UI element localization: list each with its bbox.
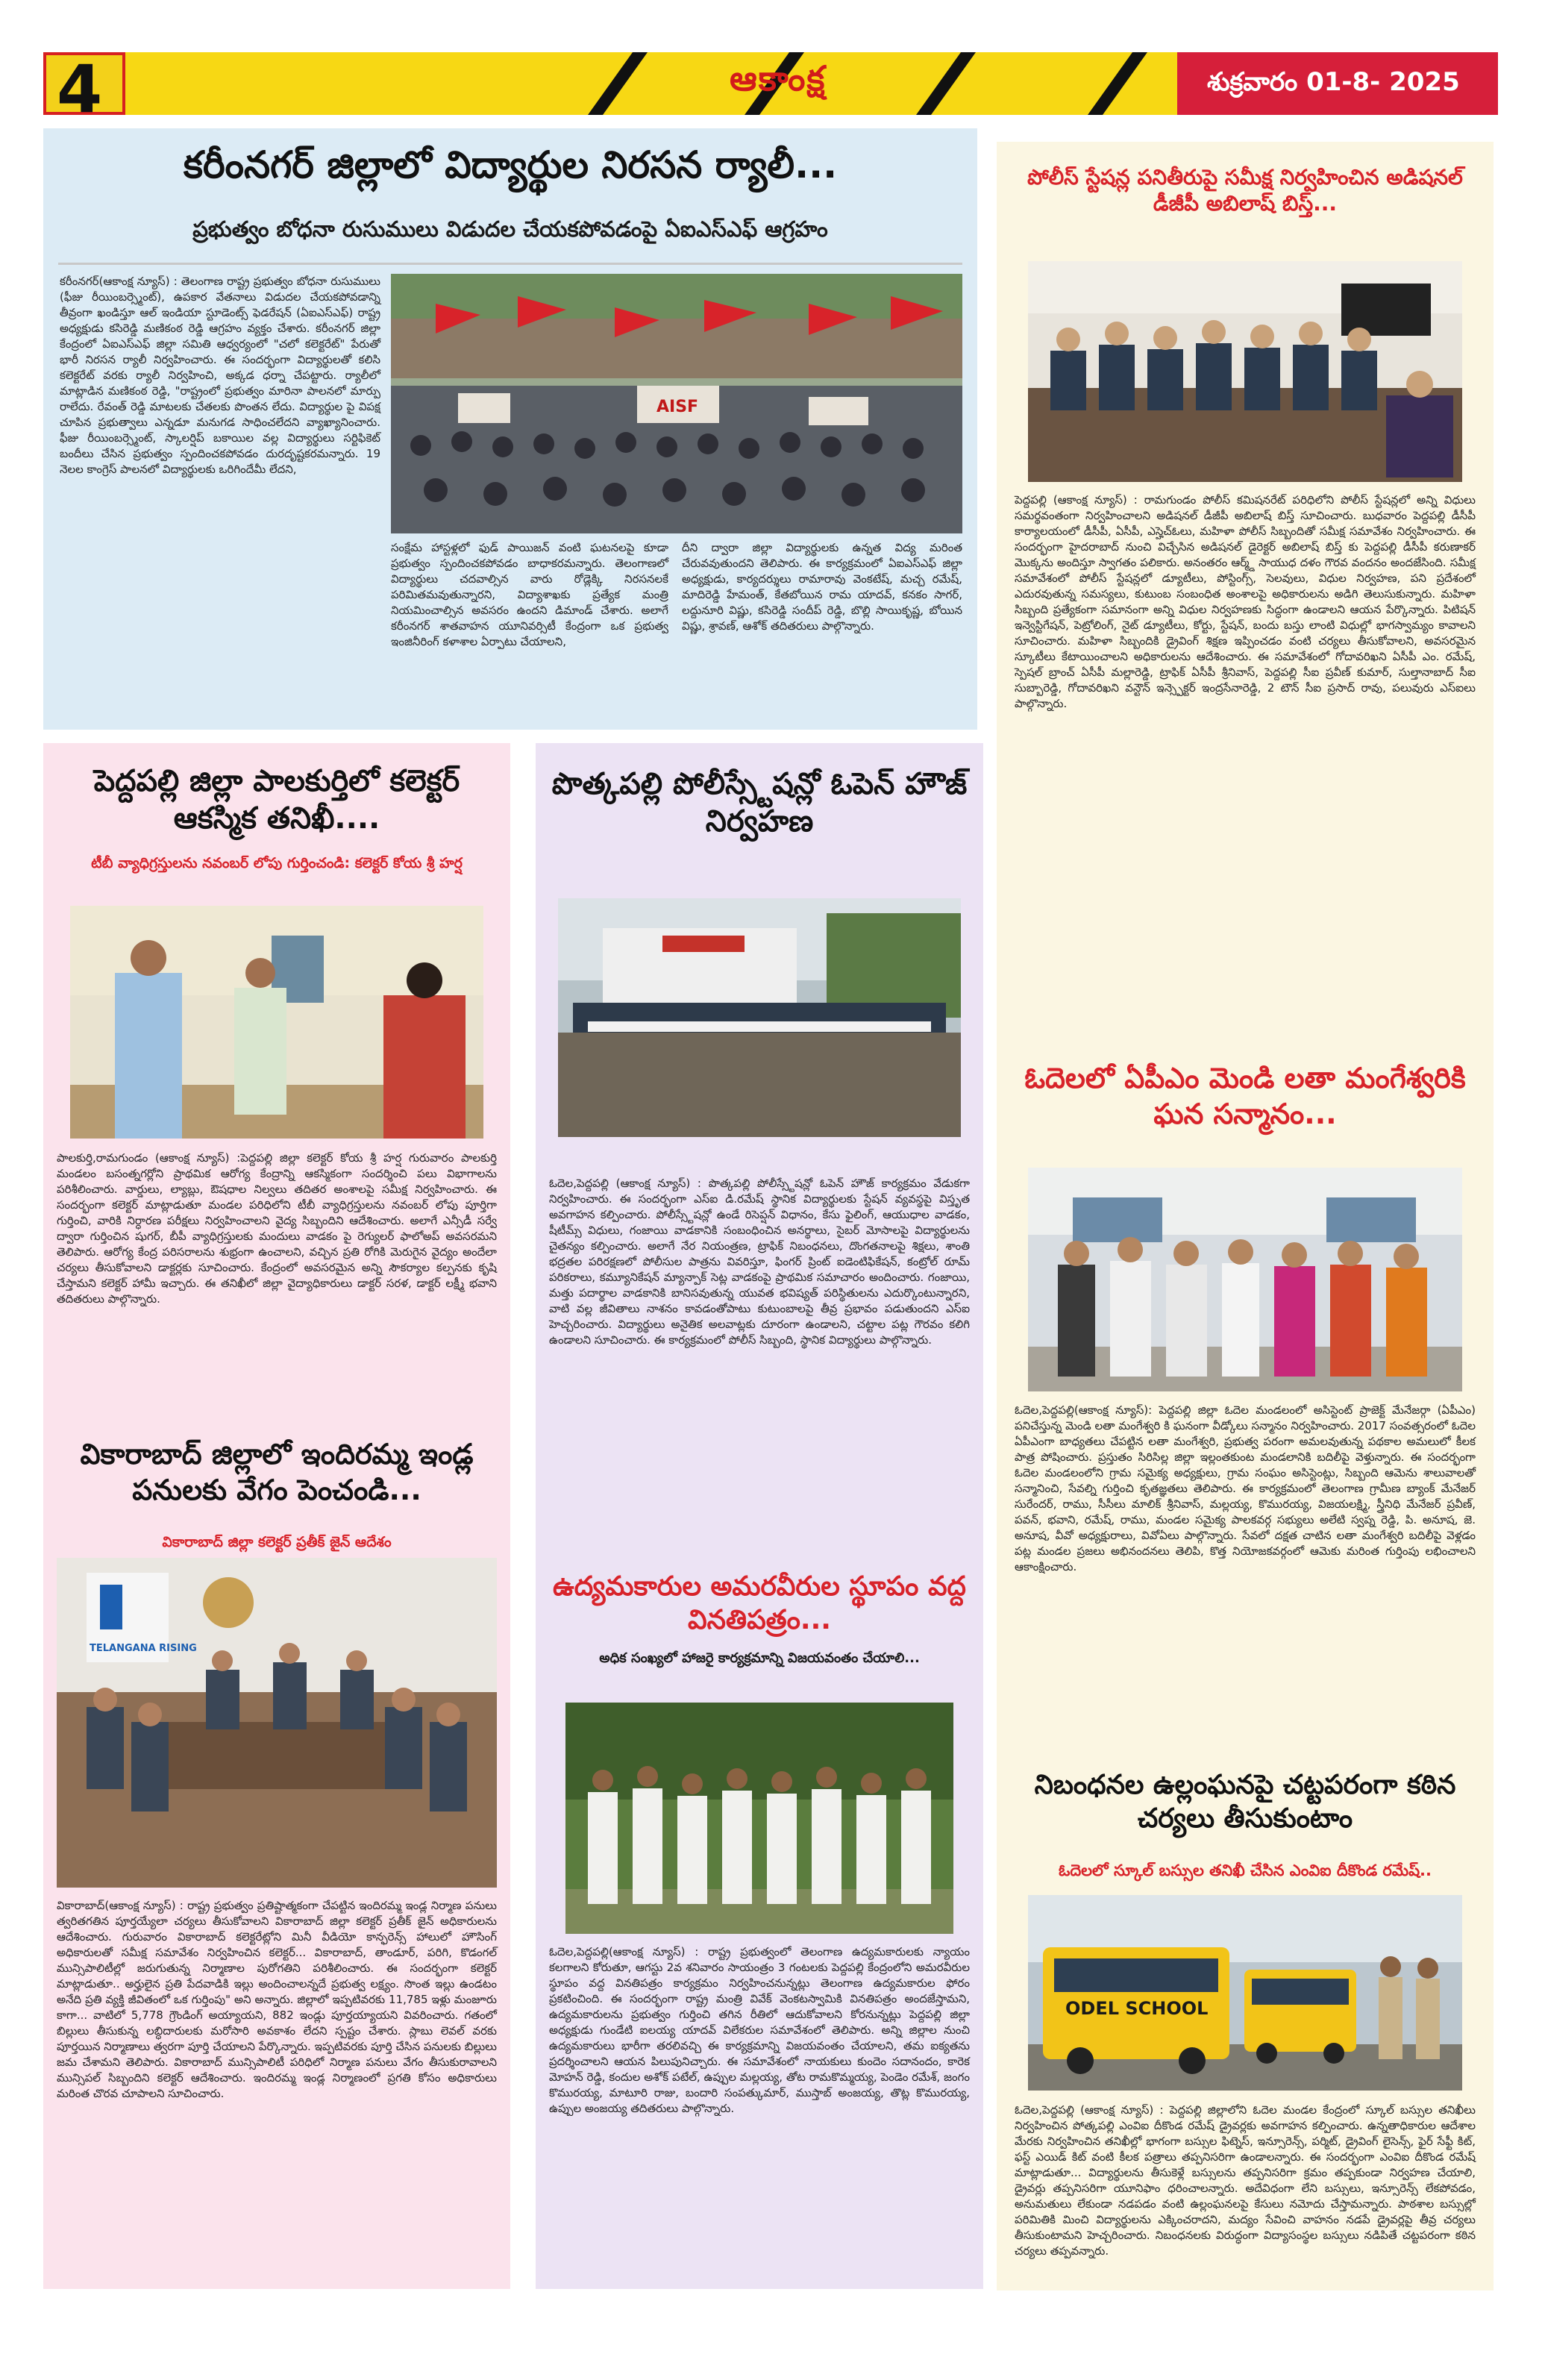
protest-rally-photo [391,274,962,533]
story-palakurthi-headline: పెద్దపల్లి జిల్లా పాలకుర్తిలో కలెక్టర్ ఆకస్మిక తనిఖీ.... [93,764,460,836]
story-karimnagar-col2: సంక్షేమ హాస్టళ్లలో ఫుడ్ పాయిజన్ వంటి ఘటనలపై కూడా ప్రభుత్వం స్పందించకపోవడం బాధాకరమన్నారు. తెలంగాణలో విద్యార్థులు చదవాల్సిన వారు రోడ్లెక్కి నిరసనలకే పరిమితమవుతున్నారని, విద్యాశాఖకు ప్రత్యేక మంత్రి నియమించాల్సిన అవసరం ఉందని డిమాండ్ చేశారు. అలాగే కరీంనగర్ శాతవాహన యూనివర్సిటీ కేంద్రంగా ఒక ప్రభుత్వ ఇంజినీరింగ్ కళాశాల ఏర్పాటు చేయాలని, [391,541,672,648]
police-meeting-photo [1028,261,1462,482]
vikarabad-meeting-photo [57,1558,497,1888]
story-odela-body: ఓదెల,పెద్దపల్లి(ఆకాంక్ష న్యూస్): పెద్దపల్లి జిల్లా ఓదెల మండలంలో అసిస్టెంట్ ప్రాజెక్ట్ మేనేజర్గా (ఏపీఎం) పనిచేస్తున్న మెండి లతా మంగేశ్వరి కి ఘనంగా వీడ్కోలు సన్మానం నిర్వహించారు. 2017 సంవత్సరంలో ఓదెల ఏపీఎంగా బాధ్యతలు చేపట్టిన లతా మంగేశ్వరి, ప్రభుత్వ పరంగా అమలవుతున్న పథకాల అమలులో కీలక పాత్ర పోషించారు. ప్రస్తుతం సిరిసిల్ల జిల్లా ఇల్లంతకుంట మండలానికి బదిలీపై వెళ్తున్నారు. ఈ సందర్భంగా ఓదెల మండలంలోని గ్రామ సమైక్య అధ్యక్షులు, గ్రామ సంఘం అసిస్టెంట్లు, సిబ్బంది ఆమెను శాలువాలతో సన్మానించి, సేవల్ని గుర్తించి కృతజ్ఞతలు తెలిపారు. ఈ కార్యక్రమంలో తెలంగాణ గ్రామీణ బ్యాంక్ మేనేజర్ సురేందర్, రాము, సీసీలు మాలిక్ శ్రీనివాస్, మల్లయ్య, కొమురయ్య, విజయలక్ష్మి, స్త్రీనిధి మేనేజర్ ప్రవీణ్, పవన్, భవాని, రమేష్, రాము, మండల సమైక్య పాలకవర్గ సభ్యులు అలేటి స్వప్న రెడ్డి, పి. అనూష, జె. అనూష, వీవో అధ్యక్షురాలు, వివోఏలు పాల్గొన్నారు. సేవలో దక్షత చాటిన లతా మంగేశ్వరి బదిలీపై వెళ్లడం పట్ల మండల ప్రజలు అభినందనలు తెలిపి, కొత్త నియోజకవర్గంలో ఆమెకు మరింత గుర్తింపు లభించాలని ఆకాంక్షించారు. [1015,1403,1479,1573]
felicitation-photo [1028,1168,1462,1391]
story-vikarabad-body: వికారాబాద్(ఆకాంక్ష న్యూస్) : రాష్ట్ర ప్రభుత్వం ప్రతిష్టాత్మకంగా చేపట్టిన ఇందిరమ్మ ఇండ్ల నిర్మాణ పనులు త్వరితగతిన పూర్తయ్యేలా చర్యలు తీసుకోవాలని వికారాబాద్ జిల్లా కలెక్టర్ ప్రతీక్ జైన్ అధికారులను ఆదేశించారు. గురువారం వికారాబాద్ కలెక్టరేట్లోని మినీ వీడియో కాన్ఫరెన్స్ హాలులో హౌసింగ్ అధికారులతో సమీక్ష సమావేశం నిర్వహించిన కలెక్టర్... వికారాబాద్, తాండూర్, పరిగి, కొడంగల్ మున్సిపాలిటీల్లో జరుగుతున్న నిర్మాణాల పురోగతిని పరిశీలించారు. ఈ సందర్భంగా కలెక్టర్ మాట్లాడుతూ.. అర్హులైన ప్రతి పేదవాడికి ఇల్లు అందించాలన్నదే ప్రభుత్వ లక్ష్యం. సొంత ఇల్లు ఉండటం అనేది ప్రతి వ్యక్తి జీవితంలో ఒక గుర్తింపు" అని అన్నారు. జిల్లాలో ఇప్పటివరకు 11,785 ఇళ్లు మంజూరు కాగా... వాటిలో 5,778 గ్రౌండింగ్ అయ్యాయని, 882 ఇండ్లు పూర్తయ్యాయని వివరించారు. గతంలో బిల్లులు తీసుకున్న లబ్ధిదారులకు మరోసారి అవకాశం లేదని స్పష్టం చేశారు. స్లాబు లెవల్ వరకు పూర్తయిన నిర్మాణాలు త్వరగా పూర్తి చేయాలని పేర్కొన్నారు. ఇప్పటివరకు పూర్తి చేసిన పనులకు బిల్లులు జమ చేశామని తెలిపారు. వికారాబాద్ మున్సిపాలిటీ పరిధిలో నిర్మాణ పనులు వేగం తీసుకురావాలని మున్సిపల్ సిబ్బందిని కలెక్టర్ ఆదేశించారు. ఇందిరమ్మ ఇండ్ల నిర్మాణంలో ప్రగతి కోసం అధికారులు మరింత చొరవ చూపాలని సూచించారు. [57,1899,501,2100]
story-school-bus-body: ఓదెల,పెద్దపల్లి (ఆకాంక్ష న్యూస్) : పెద్దపల్లి జిల్లాలోని ఓదెల మండల కేంద్రంలో స్కూల్ బస్సుల తనిఖీలు నిర్వహించిన పోత్కపల్లి ఎంవిఐ దీకొండ రమేష్ డ్రైవర్లకు అవగాహన కల్పించారు. ఉన్నతాధికారుల ఆదేశాల మేరకు నిర్వహించిన తనిఖీల్లో భాగంగా బస్సుల ఫిట్నెస్, ఇన్సూరెన్స్, పర్మిట్, డ్రైవింగ్ లైసెన్స్, ఫైర్ సేఫ్టీ కిట్, ఫస్ట్ ఎయిడ్ కిట్ వంటి కీలక పత్రాలు తప్పనిసరిగా ఉండాలన్నారు. ఈ సందర్భంగా ఎంవిఐ దీకొండ రమేష్ మాట్లాడుతూ... విద్యార్థులను తీసుకెళ్లే బస్సులను తప్పనిసరిగా క్రమం తప్పకుండా నిర్వహణ చేయాలి, డ్రైవర్లు తప్పనిసరిగా యూనిఫాం ధరించాలన్నారు. అదేవిధంగా లేని బస్సులు, ఇన్సూరెన్స్ లేకపోవడం, అనుమతులు లేకుండా నడపడం వంటి ఉల్లంఘనలపై కేసులు నమోదు చేస్తామన్నారు. పాఠశాల బస్సుల్లో పరిమితికి మించి విద్యార్థులను ఎక్కించరాదని, మద్యం సేవించి వాహనం నడపే డ్రైవర్లపై తీవ్ర చర్యలు తీసుకుంటామని హెచ్చరించారు. నిబంధనలకు విరుద్ధంగా విద్యాసంస్థల బస్సులు నడిపితే చట్టపరంగా కఠిన చర్యలు తప్పవన్నారు. [1015,2103,1479,2258]
story-karimnagar-subhead: ప్రభుత్వం బోధనా రుసుములు విడుదల చేయకపోవడంపై ఏఐఎస్ఎఫ్ ఆగ్రహం [192,216,828,242]
story-vikarabad-headline: వికారాబాద్ జిల్లాలో ఇందిరమ్మ ఇండ్ల పనులకు వేగం పెంచండి... [80,1438,474,1506]
bus-name-text: ODEL SCHOOL [1065,1998,1209,2019]
school-bus-photo [1028,1895,1462,2091]
story-martyrs-body: ఓదెల,పెద్దపల్లి(ఆకాంక్ష న్యూస్) : రాష్ట్ర ప్రభుత్వంలో తెలంగాణ ఉద్యమకారులకు న్యాయం కలగాలని కోరుతూ, ఆగస్టు 2వ శనివారం సాయంత్రం 3 గంటలకు పెద్దపల్లి కేంద్రంలోని అమరవీరుల స్థూపం వద్ద వినతిపత్రం కార్యక్రమం నిర్వహించనున్నట్లు తెలంగాణ ఉద్యమకారుల ఫోరం ప్రకటించింది. ఈ సందర్భంగా రాష్ట్ర మంత్రి వివేక్ వెంకటస్వామికి వినతిపత్రం అందజేస్తామని, ఉద్యమకారులను ప్రభుత్వం గుర్తించి తగిన రీతిలో ఆదుకోవాలని కోరనున్నట్లు పెద్దపల్లి జిల్లా అధ్యక్షుడు గుండేటి ఐలయ్య యాదవ్ విలేకరుల సమావేశంలో తెలిపారు. అన్ని జిల్లాల నుంచి ఉద్యమకారులు భారీగా తరలివచ్చి ఈ కార్యక్రమాన్ని విజయవంతం చేయాలని, తమ ఐక్యతను ప్రదర్శించాలని ఆయన పిలుపునిచ్చారు. ఈ సమావేశంలో నాయకులు కుందెం సదానందం, కారెక మోహన్ రెడ్డి, కందుల అశోక్ పటేల్, ఉప్పుల మల్లయ్య, తోట రామకొమ్మయ్య, పెండెం రమేశ్, జంగం కొమురయ్య, మాటూరి రాజు, బందారి సంపత్కుమార్, ముస్తాబ్ అంజయ్య, తొట్ల కొమురయ్య, ఉప్పుల అంజయ్య తదితరులు పాల్గొన్నారు. [549,1945,974,2115]
date-box [1155,52,1498,115]
page-number-box [43,51,125,128]
paper-name-logo: ఆకాంక్ష [730,58,827,98]
story-pothkapalli-body: ఓదెల,పెద్దపల్లి (ఆకాంక్ష న్యూస్) : పొత్కపల్లి పోలీస్స్టేషన్లో ఓపెన్ హౌజ్ కార్యక్రమం వేడుకగా నిర్వహించారు. ఈ సందర్భంగా ఎస్ఐ డి.రమేష్ స్థానిక విద్యార్థులకు స్టేషన్ వ్యవస్థపై విస్తృత అవగాహన కల్పించారు. పోలీస్స్టేషన్లో ఉండే రిసెప్షన్ విధానం, కేసు ఫైలింగ్, ఆయుధాల వాడకం, షీటీమ్స్ విధులు, గంజాయి వాడకానికి సంబంధించిన అనర్థాలు, సైబర్ మోసాలపై విద్యార్థులను చైతన్యం కల్పించారు. అలాగే నేర నియంత్రణ, ట్రాఫిక్ నిబంధనలు, దొంగతనాలపై శిక్షలు, శాంతి భద్రతల పరిరక్షణలో పోలీసుల పాత్రను వివరిస్తూ, ఫింగర్ ప్రింట్ ఐడెంటిఫికేషన్, కంట్రోల్ రూమ్ పరికరాలు, కమ్యూనికేషన్ మ్యాన్పాక్ సెట్ల వాడకంపై ప్రాథమిక సమాచారం అందించారు. గంజాయి, మత్తు పదార్థాల వాడకానికి బానిసవుతున్న యువత భవిష్యత్ పరిస్థితులను ఎదుర్కొంటున్నారని, వాటి వల్ల జీవితాలు నాశనం కావడంతోపాటు కుటుంబాలపై తీవ్ర ప్రభావం పడుతుందని ఎస్ఐ హెచ్చరించారు. విద్యార్థులు అనైతిక అలవాట్లకు దూరంగా ఉండాలని, చట్టాల పట్ల గౌరవం కలిగి ఉండాలని సూచించారు. ఈ కార్యక్రమంలో పోలీస్ సిబ్బంది, స్థానిక విద్యార్థులు పాల్గొన్నారు. [549,1177,974,1347]
story-karimnagar-headline: కరీంనగర్ జిల్లాలో విద్యార్థుల నిరసన ర్యాలీ... [183,143,838,187]
story-vikarabad-subhead: వికారాబాద్ జిల్లా కలెక్టర్ ప్రతీక్ జైన్ ఆదేశం [162,1534,392,1550]
right-column [997,142,1494,2290]
page-number: 4 [57,51,103,128]
left-column [43,743,510,2289]
story-karimnagar [43,128,977,730]
martyrs-memorial-photo [565,1703,953,1934]
story-palakurthi-body: పాలకుర్తి,రామగుండం (ఆకాంక్ష న్యూస్) :పెద్దపల్లి జిల్లా కలెక్టర్ కోయ శ్రీ హర్ష గురువారం పాలకుర్తి మండలం బసంత్నగర్లోని ప్రాథమిక ఆరోగ్య కేంద్రాన్ని ఆకస్మికంగా సందర్శించి పలు విభాగాలను పరిశీలించారు. వార్డులు, ల్యాబ్లు, ఔషధాల నిల్వలు తదితర అంశాలపై సమీక్ష నిర్వహించారు. ఈ సందర్భంగా కలెక్టర్ మాట్లాడుతూ మండల పరిధిలోని టీబీ వ్యాధిగ్రస్తులను నవంబర్ లోపు పూర్తిగా గుర్తించి, వారికి నిర్ధారణ పరీక్షలు నిర్వహించాలని వైద్య సిబ్బందిని ఆదేశించారు. అలాగే ఎన్సీడీ సర్వే ద్వారా గుర్తించిన షుగర్, బీపీ వ్యాధిగ్రస్తులకు మందులు వాడకం పై రెగ్యులర్ ఫాలోఅప్ అవసరమని తెలిపారు. ఆరోగ్య కేంద్ర పరిసరాలను శుభ్రంగా ఉంచాలని, వచ్చిన ప్రతి రోగికి మెరుగైన వైద్యం అందేలా చర్యలు తీసుకోవాలని డాక్టర్లకు సూచించారు. కేంద్రంలో అవసరమైన అన్ని సౌకర్యాల కల్పనకు కృషి చేస్తామని కలెక్టర్ హామీ ఇచ్చారు. ఈ తనిఖీలో జిల్లా వైద్యాధికారులు డాక్టర్ సరళ, డాక్టర్ లక్ష్మీ భవాని తదితరులు పాల్గొన్నారు. [57,1151,501,1306]
story-police-review-body: పెద్దపల్లి (ఆకాంక్ష న్యూస్) : రామగుండం పోలీస్ కమిషనరేట్ పరిధిలోని పోలీస్ స్టేషన్లలో అన్ని విధులు సమర్థవంతంగా నిర్వహించాలని అడిషనల్ డీజీపీ అబిలాష్ బిస్త్ సూచించారు. బుధవారం పెద్దపల్లి డీసీపీ కార్యాలయంలో డీసీపీ, ఏసీపీ, ఎస్హెచ్ఓలు, మహిళా పోలీస్ సిబ్బందితో సమీక్ష సమావేశం నిర్వహించారు. ఈ సందర్భంగా హైదరాబాద్ నుంచి విచ్చేసిన అడిషనల్ డైరెక్టర్ అబిలాష్ బిస్త్ కు పెద్దపల్లి డీసీపీ కరుణాకర్ మొక్కను అందిస్తూ స్వాగతం పలికారు. అనంతరం ఆర్మ్డ్ సాయుధ దళం గౌరవ వందనం అందజేసింది. సమీక్ష సమావేశంలో పోలీస్ స్టేషన్లలో డ్యూటీలు, పోస్టింగ్స్, సెలవులు, విధుల నిర్వహణ, పని ప్రదేశంలో ఎదురవుతున్న సమస్యలు, కుటుంబ సంబంధిత అంశాలపై అధికారులను అడిగి తెలుసుకున్నారు. మహిళా సిబ్బంది ప్రత్యేకంగా సమానంగా అన్ని విధుల నిర్వహణకు సిద్ధంగా ఉండాలని ఆయన పేర్కొన్నారు. పిటిషన్ ఇన్వెస్టిగేషన్, పెట్రోలింగ్, నైట్ డ్యూటీలు, కోర్టు, స్టేషన్, బందు బస్తు లాంటి విధుల్లో భాగస్వామ్యం కావాలని సూచించారు. మహిళా సిబ్బందికి డ్రైవింగ్ శిక్షణ ఇప్పించడం వంటి చర్యలు తీసుకోవాలని, అవసరమైన స్కూటీలు కేటాయించాలని అధికారులను ఆదేశించారు. ఈ సమావేశంలో గోదావరిఖని ఏసీపీ ఎం. రమేష్, స్పెషల్ బ్రాంచ్ ఏసీపీ మల్లారెడ్డి, ట్రాఫిక్ ఏసీపీ శ్రీనివాస్, పెద్దపల్లి సీఐ ప్రవీణ్ కుమార్, సుల్తానాబాద్ సీఐ సుబ్బారెడ్డి, గోదావరిఖని వన్టౌన్ ఇన్స్పెక్టర్ ఇంద్రసేనారెడ్డి, 2 టౌన్ సీఐ ప్రసాద్ రావు, పలువురు ఎస్ఐలు పాల్గొన్నారు. [1015,493,1479,710]
protest-banner-text: AISF [656,398,699,416]
divider [58,263,962,265]
story-palakurthi-subhead: టీబీ వ్యాధిగ్రస్తులను నవంబర్ లోపు గుర్తించండి: కలెక్టర్ కోయ శ్రీ హర్ష [91,855,463,871]
open-house-photo [558,898,961,1137]
story-pothkapalli-headline: పొత్కపల్లి పోలీస్స్టేషన్లో ఓపెన్ హౌజ్ నిర్వహణ [551,767,968,839]
story-school-bus-subhead: ఓదెలలో స్కూల్ బస్సుల తనిఖీ చేసిన ఎంవిఐ దీకొండ రమేష్.. [1058,1861,1432,1879]
story-police-review-headline: పోలీస్ స్టేషన్ల పనితీరుపై సమీక్ష నిర్వహించిన అడిషనల్ డీజీపీ అబిలాష్ బిస్త్... [1027,165,1463,216]
story-martyrs-headline: ఉద్యమకారుల అమరవీరుల స్థూపం వద్ద వినతిపత్రం... [553,1571,966,1635]
story-karimnagar-col1: కరీంనగర్(ఆకాంక్ష న్యూస్) : తెలంగాణ రాష్ట్ర ప్రభుత్వం బోధనా రుసుములు (ఫీజు రీయింబర్స్మెంట్), ఉపకార వేతనాలు విడుదల చేయకపోవడాన్ని తీవ్రంగా ఖండిస్తూ ఆల్ ఇండియా స్టూడెంట్స్ ఫెడరేషన్ (ఏఐఎస్ఎఫ్) రాష్ట్ర అధ్యక్షుడు కసిరెడ్డి మణికంఠ రెడ్డి ఆగ్రహం వ్యక్తం చేశారు. కరీంనగర్ జిల్లా కేంద్రంలో ఏఐఎస్ఎఫ్ జిల్లా సమితి ఆధ్వర్యంలో "చలో కలెక్టరేట్" పేరుతో భారీ నిరసన ర్యాలీ నిర్వహించారు. ఈ సందర్భంగా విద్యార్థులతో కలిసి కలెక్టరేట్ వరకు ర్యాలీ నిర్వహించి, అక్కడ ధర్నా చేపట్టారు. ర్యాలీలో మాట్లాడిన మణికంఠ రెడ్డి, "రాష్ట్రంలో ప్రభుత్వం మారినా పాలనలో మార్పు రాలేదు. రేవంత్ రెడ్డి మాటలకు చేతలకు పొంతన లేదు. విద్యార్థుల పై విపక్ష చూపిన ప్రభుత్వాలు ఎన్నడూ మనుగడ సాధించలేదని వ్యాఖ్యానించారు. ఫీజు రీయింబర్స్మెంట్, స్కాలర్షిప్ బకాయిల వల్ల విద్యార్థులు సర్టిఫికెట్ బందీలు చేసిన ప్రభుత్వం స్పందించకపోవడం దురదృష్టకరమన్నారు. 19 నెలల కాంగ్రెస్ పాలనలో విద్యార్థులకు ఒరిగిందేమీ లేదని, [60,275,384,476]
banner-text: TELANGANA RISING [90,1643,197,1654]
story-karimnagar-col3: దీని ద్వారా జిల్లా విద్యార్థులకు ఉన్నత విద్య మరింత చేరువవుతుందని తెలిపారు. ఈ కార్యక్రమంలో ఏఐఎస్ఎఫ్ జిల్లా అధ్యక్షుడు, కార్యదర్శులు రామారావు వెంకటేష్, మచ్చ రమేష్, మాదిరెడ్డి హేమంత్, కేతబోయిన రామ యాదవ్, కనకం సాగర్, లద్దునూరి విష్ణు, కసిరెడ్డి సందీప్ రెడ్డి, బొల్లి సాయికృష్ణ, బోయిన విష్ణు, శ్రావణ్, ఆశోక్ తదితరులు పాల్గొన్నారు. [682,541,966,633]
story-school-bus-headline: నిబంధనల ఉల్లంఘనపై చట్టపరంగా కఠిన చర్యలు తీసుకుంటాం [1034,1770,1456,1834]
story-odela-headline: ఓదెలలో ఏపీఎం మెండి లతా మంగేశ్వరికి ఘన సన్మానం... [1024,1062,1466,1130]
collector-inspection-photo [70,906,483,1139]
middle-column [536,743,983,2289]
story-martyrs-subhead: అధిక సంఖ్యలో హాజరై కార్యక్రమాన్ని విజయవంతం చేయాలి... [599,1650,920,1666]
masthead [43,51,1498,128]
issue-date: శుక్రవారం 01-8- 2025 [1207,67,1460,97]
